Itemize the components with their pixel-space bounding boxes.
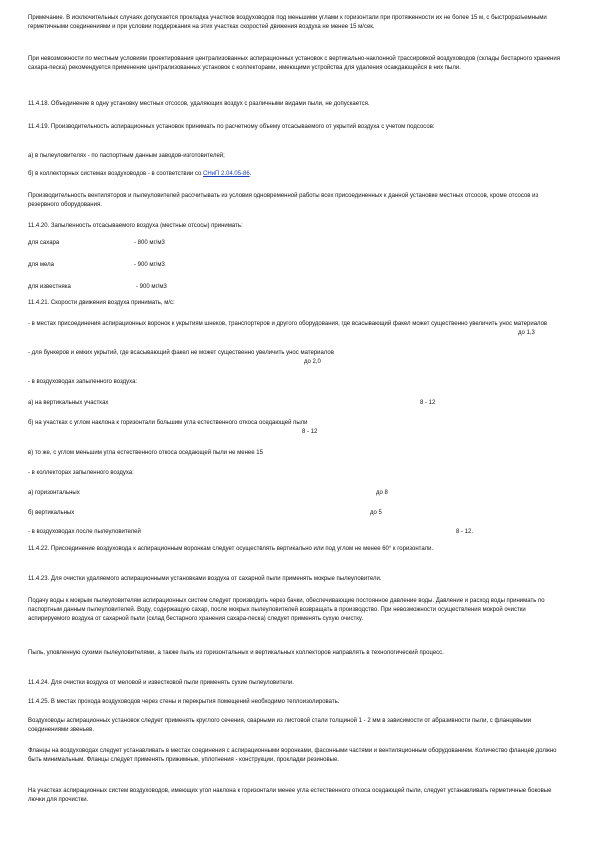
paragraph-centralized-units: При невозможности по местным условиям проектирования централизованных аспирационных установок с вертикально-наклонной трассировкой воздуховодов (склады бестарного хранения сахара-песка) рекомендуется применение централизованных установок с коллекторами, имеющими устройства для удаления осаждающейся в них пыли. — [28, 56, 560, 71]
speed-label: - в воздуховодах после пылеуловителей — [28, 529, 141, 535]
paragraph-flanges: Фланцы на воздуховодах следует устанавливать в местах соединения с аспирационными воронками, фасонными частями и вентиляционным оборудованием. Количество фланцев должно быть минимальным. Фланцы следует применять прижимные, уплотнения - конструкции, прокладки резиновые. — [28, 748, 557, 763]
dust-value: - 900 мг/м3 — [136, 284, 167, 290]
speed-ducts-heading: - в воздуховодах запыленного воздуха: — [28, 379, 138, 385]
speed-label: а) на вертикальных участках — [28, 400, 109, 406]
speed-inclined-value-row — [28, 428, 568, 437]
speed-value: до 1,3 — [518, 330, 535, 336]
speed-funnels-value-row — [28, 329, 568, 338]
paragraph-item-b-collectors — [28, 170, 568, 179]
speed-bunkers: - для бункеров и емких укрытий, где всасывающий факел не может существенно увеличить унос материалов — [28, 350, 334, 356]
collector-horizontal-row — [28, 489, 568, 498]
speed-bunkers-value-row — [28, 358, 568, 367]
item-b-text: б) в коллекторных системах воздуховодов - в соответствии со — [28, 171, 204, 177]
dust-row-chalk — [28, 261, 568, 270]
speed-value: 8 - 12 — [302, 429, 318, 435]
paragraph-item-a-dust-collectors: а) в пылеуловителях - по паспортным данным заводов-изготовителей; — [28, 153, 225, 159]
dust-row-sugar — [28, 239, 568, 248]
dust-value: - 900 мг/м3 — [134, 262, 165, 268]
snip-reference-link[interactable]: СНиП 2.04.05-86 — [203, 171, 250, 177]
speed-value: до 5 — [370, 510, 382, 516]
after-dust-collectors-row — [28, 528, 568, 537]
collector-vertical-row — [28, 509, 568, 518]
speed-value: 8 - 12 — [420, 400, 436, 406]
paragraph-11-4-20: 11.4.20. Запыленность отсасываемого воздуха (местные отсосы) принимать: — [28, 223, 243, 229]
speed-low-angle: в) то же, с углом меньшим угла естественного откоса оседающей пыли не менее 15 — [28, 450, 263, 456]
paragraph-11-4-21: 11.4.21. Скорости движения воздуха принимать, м/с: — [28, 300, 175, 306]
speed-value: до 2,0 — [304, 359, 321, 365]
speed-label: б) вертикальных — [28, 510, 75, 516]
collectors-heading: - в коллекторах запыленного воздуха: — [28, 470, 134, 476]
speed-label: а) горизонтальных — [28, 490, 80, 496]
paragraph-11-4-22: 11.4.22. Присоединение воздуховода к аспирационным воронкам следует осуществлять вертикально или под углом не менее 60° к горизонтали. — [28, 546, 434, 552]
speed-value: 8 - 12. — [456, 529, 474, 535]
paragraph-11-4-18: 11.4.18. Объединение в одну установку местных отсосов, удаляющих воздух с различными видами пыли, не допускается. — [28, 101, 370, 107]
paragraph-11-4-24: 11.4.24. Для очистки воздуха от меловой и известковой пыли применять сухие пылеуловители. — [28, 680, 294, 686]
item-b-end: . — [249, 171, 252, 177]
speed-vertical-row — [28, 399, 568, 408]
dust-row-limestone — [28, 283, 568, 292]
paragraph-fan-capacity: Производительность вентиляторов и пылеуловителей рассчитывать из условия одновременной работы всех присоединенных к данной установке местных отсосов, кроме отсосов из резервного оборудования. — [28, 193, 539, 208]
note-paragraph: Примечание. В исключительных случаях допускается прокладка участков воздуховодов под меньшими углами к горизонтали при протяженности их не более 15 м, с быстроразъемными герметичными соединениями и при условии поддержания на этих участках скоростей движения воздуха не менее 15 м/сек. — [28, 15, 547, 30]
speed-inclined: б) на участках с углом наклона к горизонтали большим угла естественного откоса оседающей пыли — [28, 420, 308, 426]
dust-name: для мела — [28, 262, 55, 268]
dust-value: - 800 мг/м3 — [134, 240, 165, 246]
paragraph-11-4-19: 11.4.19. Производительность аспирационных установок принимать по расчетному объему отсасываемого от укрытий воздуха с учетом подсосов: — [28, 124, 435, 130]
speed-value: до 8 — [376, 490, 388, 496]
dust-name: для известняка — [28, 284, 71, 290]
paragraph-inspection-hatches: На участках аспирационных систем воздуховодов, имеющих угол наклона к горизонтали менее угла естественного откоса оседающей пыли, следует устанавливать герметичные боковые лючки для прочистки. — [28, 788, 552, 803]
dust-name: для сахара — [28, 240, 60, 246]
paragraph-duct-construction: Воздуховоды аспирационных установок следует применять круглого сечения, сварными из листовой стали толщиной 1 - 2 мм в зависимости от абразивности пыли, с фланцевыми соединениями звеньев. — [28, 718, 532, 733]
paragraph-11-4-23: 11.4.23. Для очистки удаляемого аспирационными установками воздуха от сахарной пыли применять мокрые пылеуловители. — [28, 576, 382, 582]
paragraph-water-supply: Подачу воды к мокрым пылеуловителям аспирационных систем следует производить через бачки, обеспечивающие постоянное давление воды. Давление и расход воды принимать по паспортным данным пылеуловителей. Воду, содержащую сахар, после мокрых пылеуловителей возвращать в производство. При невозможности осуществления мокрой очистки аспирируемого воздуха от сахарной пыли (склад бестарного хранения сахара-песка) следует применять сухую очистку. — [28, 598, 545, 622]
speed-funnels: - в местах присоединения аспирационных воронок к укрытиям шнеков, транспортеров и другого оборудования, где всасывающий факел может существенно увеличить унос материалов — [28, 321, 548, 327]
paragraph-dust-return: Пыль, уловленную сухими пылеуловителями, а также пыль из горизонтальных и вертикальных коллекторов направлять в технологический процесс. — [28, 650, 444, 656]
paragraph-11-4-25: 11.4.25. В местах прохода воздуховодов через стены и перекрытия помещений необходимо теплоизолировать. — [28, 699, 340, 705]
